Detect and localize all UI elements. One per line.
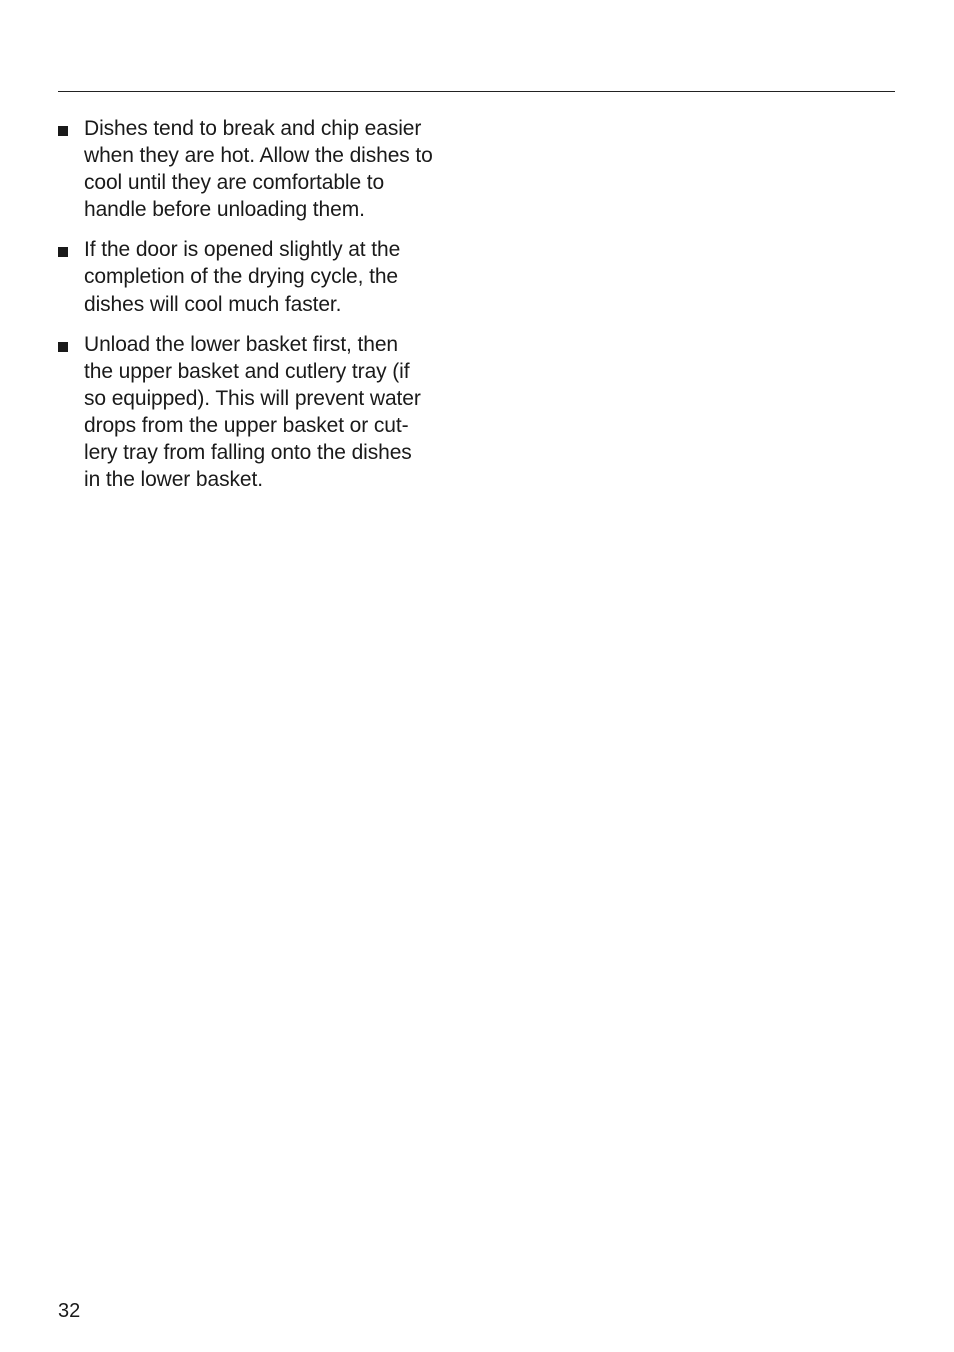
bullet-item — [58, 115, 468, 223]
bullet-text — [84, 236, 468, 317]
square-bullet-icon — [58, 247, 68, 257]
text-line: Dishes tend to break and chip easier — [84, 117, 422, 140]
square-bullet-icon — [58, 342, 68, 352]
bullet-text — [84, 115, 468, 223]
text-line: when they are hot. Allow the dishes to — [84, 144, 433, 168]
top-divider — [58, 91, 895, 92]
text-line: cool until they are comfortable to — [84, 171, 385, 195]
text-line: so equipped). This will prevent water — [84, 386, 421, 410]
text-line: handle before unloading them. — [84, 198, 365, 222]
bullet-list — [58, 115, 468, 506]
bullet-item — [58, 236, 468, 317]
text-line: Unload the lower basket first, then — [84, 332, 399, 356]
text-line: completion of the drying cycle, the — [84, 265, 399, 289]
text-line: drops from the upper basket or cut- — [84, 413, 409, 437]
text-line: dishes will cool much faster. — [84, 292, 342, 316]
square-bullet-icon — [58, 126, 68, 136]
text-line: in the lower basket. — [84, 468, 263, 492]
bullet-item — [58, 331, 468, 494]
text-line: If the door is opened slightly at the — [84, 238, 401, 262]
bullet-text — [84, 331, 468, 494]
page-number: 32 — [58, 1300, 81, 1322]
text-line: the upper basket and cutlery tray (if — [84, 359, 410, 383]
text-line: lery tray from falling onto the dishes — [84, 441, 412, 465]
